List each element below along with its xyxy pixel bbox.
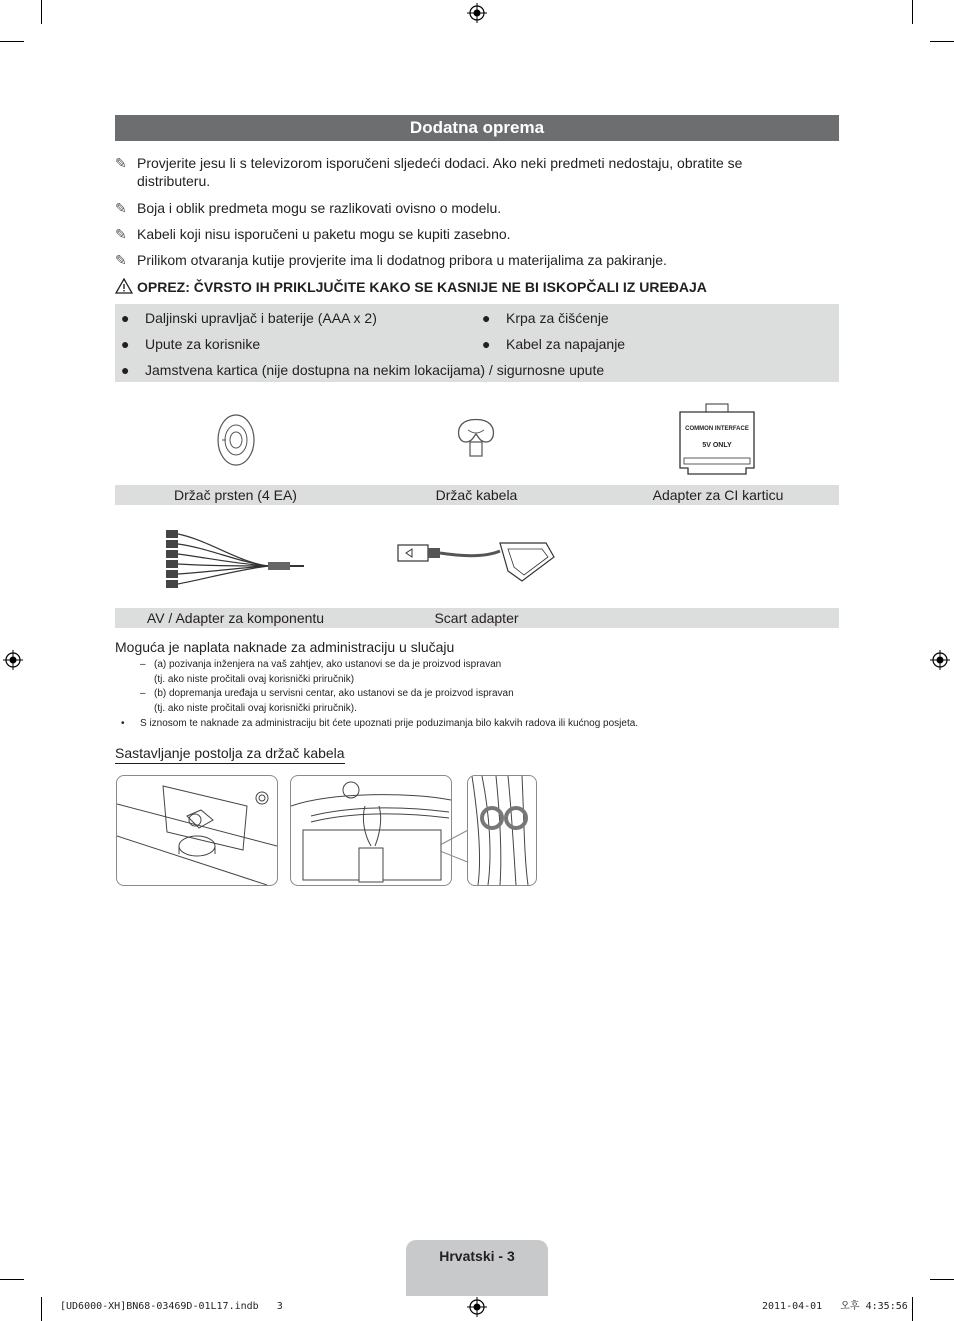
holder-ring-image: [214, 412, 258, 468]
pencil-icon: ✎: [115, 155, 127, 171]
accessory-label-row: [115, 608, 839, 628]
caution-line: OPREZ: ČVRSTO IH PRIKLJUČITE KAKO SE KASNIJE NE BI ISKOPČALI IZ UREĐAJA: [115, 278, 707, 296]
crop-mark: [0, 41, 24, 42]
list-item: ● Kabel za napajanje: [482, 336, 626, 352]
crop-mark: [912, 0, 913, 24]
list-item: ● Upute za korisnike: [121, 336, 261, 352]
section-title: Dodatna oprema: [115, 115, 839, 141]
ci-card-voltage: 5V ONLY: [702, 442, 732, 449]
crop-mark: [41, 0, 42, 24]
fee-item-b-note: (tj. ako niste pročitali ovaj korisnički priručnik).: [154, 703, 357, 714]
assembly-heading: Sastavljanje postolja za držač kabela: [115, 744, 345, 764]
assembly-step-2-image: [290, 775, 452, 886]
accessory-label: Držač prsten (4 EA): [174, 487, 297, 503]
footer-file-name: [UD6000-XH]BN68-03469D-01L17.indb 3: [60, 1301, 283, 1312]
registration-mark-icon: [930, 650, 950, 670]
pencil-icon: ✎: [115, 252, 127, 268]
pencil-icon: ✎: [115, 200, 127, 216]
crop-mark: [930, 1279, 954, 1280]
ci-card-label: COMMON INTERFACE: [685, 426, 749, 432]
registration-mark-icon: [467, 3, 487, 23]
accessory-label: Scart adapter: [434, 610, 519, 626]
accessory-label: AV / Adapter za komponentu: [146, 610, 325, 626]
crop-mark: [0, 1279, 24, 1280]
fee-dash: –: [140, 659, 146, 670]
accessory-label: Adapter za CI karticu: [652, 487, 784, 503]
assembly-step-1-image: [116, 775, 278, 886]
av-component-adapter-image: [158, 528, 308, 590]
fee-bullet-dot: •: [121, 718, 125, 729]
warning-icon: [115, 278, 133, 294]
list-item: ● Jamstvena kartica (nije dostupna na nekim lokacijama) / sigurnosne upute: [121, 362, 605, 378]
accessory-label-row: [115, 485, 839, 505]
fee-item-a-note: (tj. ako niste pročitali ovaj korisnički priručnik): [154, 674, 355, 685]
note: ✎ Boja i oblik predmeta mogu se razlikovati ovisno o modelu.: [115, 200, 502, 216]
registration-mark-icon: [3, 650, 23, 670]
fee-item-b: (b) dopremanja uređaja u servisni centar, ako ustanovi se da je proizvod ispravan: [154, 688, 514, 699]
crop-mark: [912, 1297, 913, 1321]
assembly-detail-image: [467, 775, 537, 886]
fee-bullet: S iznosom te naknade za administraciju bit ćete upoznati prije poduzimanja bilo kakvih radova ili kućnog posjeta.: [140, 718, 639, 729]
fee-dash: –: [140, 688, 146, 699]
note: ✎ Prilikom otvaranja kutije provjerite ima li dodatnog pribora u materijalima za pakiranje.: [115, 252, 667, 268]
ci-card-adapter-image: [676, 402, 758, 476]
fee-intro: Moguća je naplata naknade za administraciju u slučaju: [115, 639, 455, 655]
pencil-icon: ✎: [115, 226, 127, 242]
note: ✎ Provjerite jesu li s televizorom isporučeni sljedeći dodaci. Ako neki predmeti nedostaju, obratite se distributeru.: [115, 155, 743, 189]
crop-mark: [930, 41, 954, 42]
scart-adapter-image: [396, 535, 556, 585]
footer-timestamp: 2011-04-01 오후 4:35:56: [762, 1301, 908, 1312]
included-items-box: [115, 304, 839, 382]
page-number-tab: Hrvatski - 3: [406, 1240, 548, 1296]
note: ✎ Kabeli koji nisu isporučeni u paketu mogu se kupiti zasebno.: [115, 226, 511, 242]
fee-item-a: (a) pozivanja inženjera na vaš zahtjev, ako ustanovi se da je proizvod ispravan: [154, 659, 502, 670]
registration-mark-icon: [467, 1297, 487, 1317]
list-item: ● Krpa za čišćenje: [482, 310, 609, 326]
cable-holder-image: [452, 412, 500, 460]
list-item: ● Daljinski upravljač i baterije (AAA x 2): [121, 310, 377, 326]
crop-mark: [41, 1297, 42, 1321]
accessory-label: Držač kabela: [435, 487, 518, 503]
